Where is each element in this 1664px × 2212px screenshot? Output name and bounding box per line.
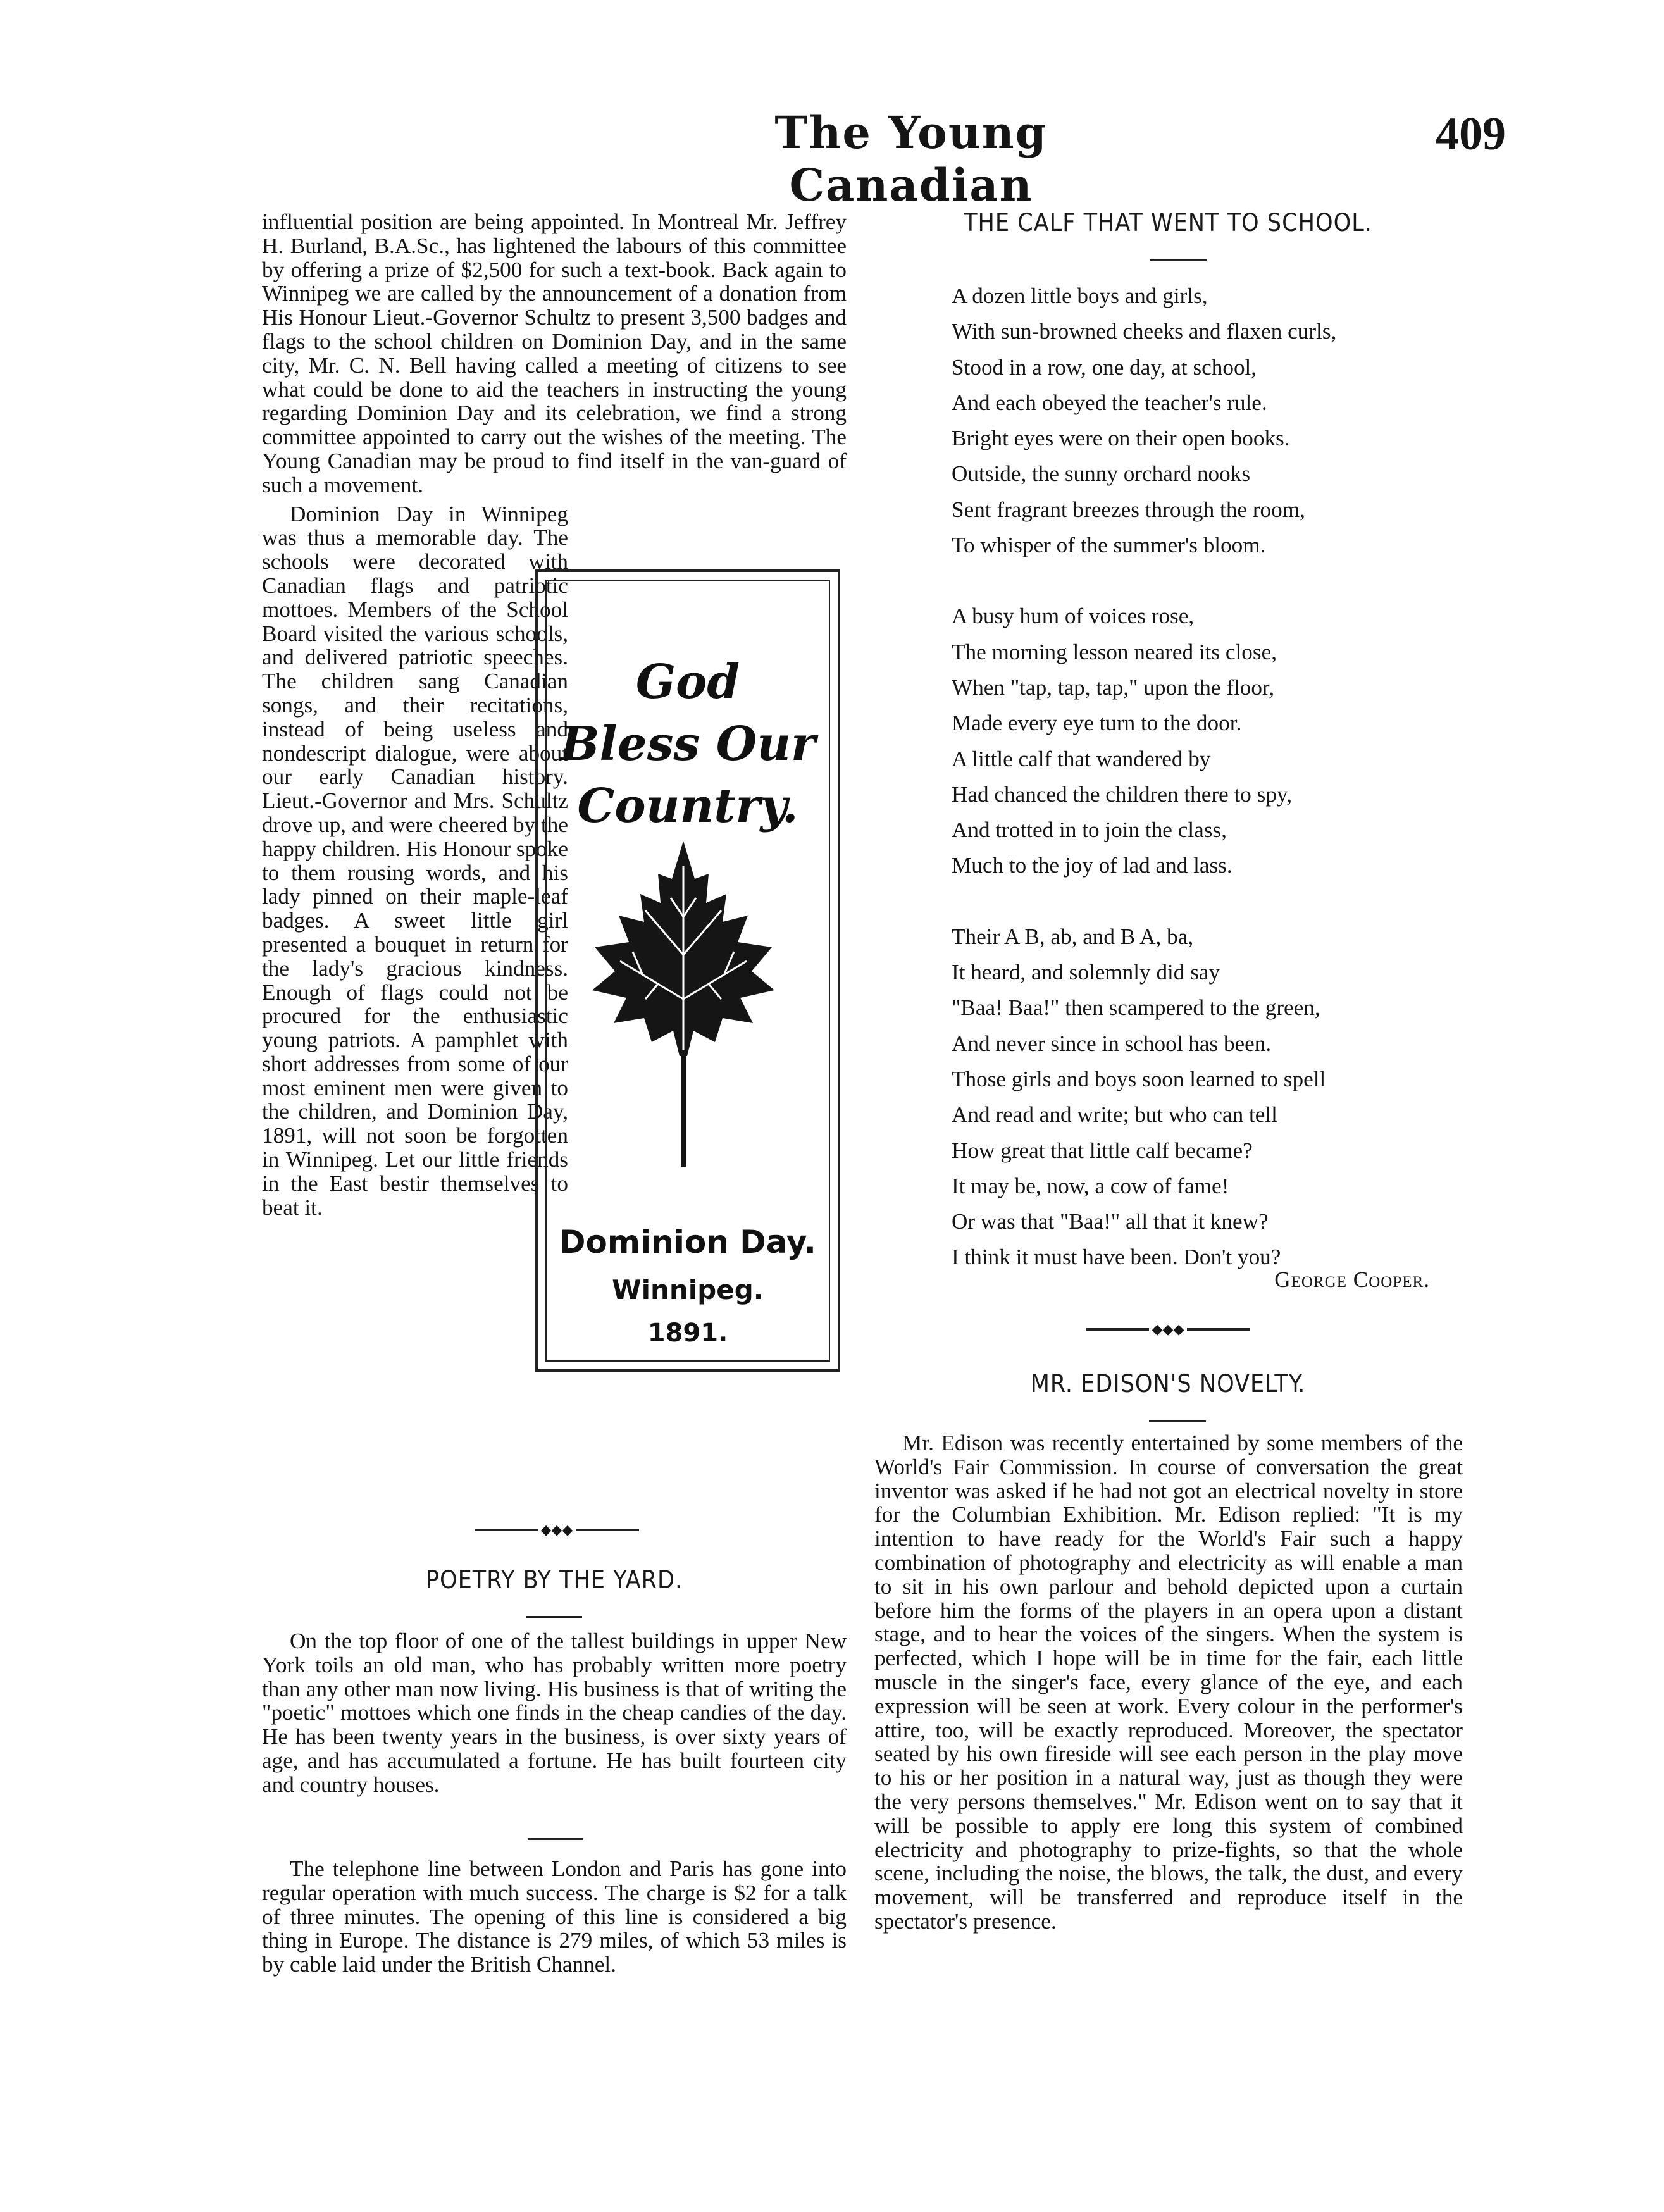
paragraph-rule: [528, 1838, 583, 1840]
motto-line: Country.: [577, 779, 798, 833]
poem-line: A little calf that wandered by: [952, 746, 1211, 771]
poem-line: Much to the joy of lad and lass.: [952, 853, 1232, 878]
edison-article: [874, 1431, 1463, 1934]
maple-leaf-icon: [582, 841, 785, 1170]
poem-line: Made every eye turn to the door.: [952, 711, 1242, 736]
poem-line: The morning lesson neared its close,: [952, 639, 1277, 664]
heading-rule: [1150, 259, 1207, 261]
dominion-day-illustration: [535, 569, 840, 1372]
poem-body: [952, 278, 1458, 1276]
ornament-rule: [475, 1529, 538, 1531]
ornament-diamonds: ◆◆◆: [540, 1522, 573, 1538]
poem-line: Those girls and boys soon learned to spell: [952, 1066, 1326, 1091]
poem-line: And trotted in to join the class,: [952, 817, 1227, 843]
section-ornament: [475, 1523, 639, 1537]
poetry-article: [262, 1629, 847, 1797]
poem-line: A dozen little boys and girls,: [952, 283, 1208, 308]
heading-rule: [1149, 1420, 1206, 1422]
poem-line: Had chanced the children there to spy,: [952, 781, 1293, 807]
poem-line: A busy hum of voices rose,: [952, 604, 1195, 629]
poem-line: Sent fragrant breezes through the room,: [952, 497, 1305, 522]
ornament-rule: [1086, 1328, 1149, 1331]
section-ornament: [1086, 1322, 1250, 1336]
poem-line: Their A B, ab, and B A, ba,: [952, 924, 1194, 949]
motto-line: God: [635, 655, 740, 709]
poem-line: When "tap, tap, tap," upon the floor,: [952, 674, 1275, 700]
page-number: 409: [1436, 108, 1506, 160]
motto-line: Bless Our: [559, 717, 816, 771]
poem-stanza: [952, 278, 1458, 563]
section-heading: POETRY BY THE YARD.: [425, 1566, 683, 1594]
poem-line: Or was that "Baa!" all that it knew?: [952, 1209, 1269, 1234]
poetry-paragraph: On the top floor of one of the tallest buildings in upper New York toils an old man, who has probably written more poetry than any other man now living. His business is that of writing the "poetic" mottoes which one finds in the cheap candies of the day. He has been twenty years in the business, is over sixty years of age, and has accumulated a fortune. He has built fourteen city and country houses.: [262, 1629, 847, 1797]
heading-rule: [526, 1616, 582, 1618]
poem-stanza: [952, 919, 1458, 1276]
ornament-diamonds: ◆◆◆: [1152, 1321, 1184, 1337]
poem-line: It heard, and solemnly did say: [952, 960, 1220, 985]
poem-line: I think it must have been. Don't you?: [952, 1245, 1281, 1270]
poem-title: THE CALF THAT WENT TO SCHOOL.: [964, 209, 1372, 237]
running-head-title: The Young Canadian: [774, 106, 1048, 211]
city-label: Winnipeg.: [612, 1274, 764, 1305]
caption: Dominion Day.: [559, 1224, 816, 1260]
poem-line: Outside, the sunny orchard nooks: [952, 461, 1251, 487]
poem-line: Stood in a row, one day, at school,: [952, 354, 1257, 380]
telephone-paragraph: The telephone line between London and Paris has gone into regular operation with much success. The charge is $2 for a talk of three minutes. The opening of this line is considered a big thing in Europe. The distance is 279 miles, of which 53 miles is by cable laid under the British Channel.: [262, 1856, 847, 1977]
motto: [544, 651, 831, 837]
poem-line: How great that little calf became?: [952, 1138, 1253, 1163]
poem-line: And never since in school has been.: [952, 1031, 1272, 1056]
poem-line: And each obeyed the teacher's rule.: [952, 390, 1267, 415]
dominion-day-paragraph: Dominion Day in Winnipeg was thus a memorable day. The schools were decorated with Canadian flags and patriotic mottoes. Members of the School Board visited the various schools, and delivered patriotic speeches. The children sang Canadian songs, and their recitations, instead of being useless and nondescript dialogue, were about our early Canadian history. Lieut.-Governor and Mrs. Schultz drove up, and were cheered by the happy children. His Honour spoke to them rousing words, and his lady pinned on their maple-leaf badges. A sweet little girl presented a bouquet in return for the lady's gracious kindness. Enough of flags could not be procured for the enthusiastic young patriots. A pamphlet with short addresses from some of our most eminent men were given to the children, and Dominion Day, 1891, will not soon be forgotten in Winnipeg. Let our little friends in the East bestir themselves to beat it.: [262, 501, 568, 1220]
edison-paragraph: Mr. Edison was recently entertained by some members of the World's Fair Commission. In course of conversation the great inventor was asked if he had not got an electrical novelty in store for the Columbian Exhibition. Mr. Edison replied: "It is my intention to have ready for the World's Fair such a happy combination of photography and electricity as will enable a man to sit in his own parlour and behold depicted upon a curtain before him the forms of the players in an opera upon a distant stage, and to hear the voices of the singers. When the system is perfected, which I hope will be in time for the fair, each little muscle in the singer's face, every glance of the eye, and each expression will be seen at work. Every colour in the performer's attire, too, will be exactly reproduced. Moreover, the spectator seated by his own fireside will see each person in the play move to his or her position in a natural way, just as though they were the very persons themselves." Mr. Edison went on to say that it will be possible to apply ere long this system of combined electricity and photography to prize-fights, so that the whole scene, including the noise, the blows, the talk, the dust, and every movement, will be transferred and reproduce itself in the spectator's presence.: [874, 1431, 1463, 1934]
ornament-rule: [1187, 1328, 1250, 1331]
poem-line: Bright eyes were on their open books.: [952, 426, 1290, 451]
year-label: 1891.: [647, 1319, 728, 1348]
poem-line: It may be, now, a cow of fame!: [952, 1173, 1229, 1198]
poem-line: "Baa! Baa!" then scampered to the green,: [952, 995, 1320, 1021]
poem-line: With sun-browned cheeks and flaxen curls,: [952, 319, 1337, 344]
section-heading: MR. EDISON'S NOVELTY.: [1030, 1370, 1306, 1398]
poem-line: To whisper of the summer's bloom.: [952, 533, 1266, 558]
poem-stanza: [952, 599, 1458, 883]
intro-paragraph: influential position are being appointed. In Montreal Mr. Jeffrey H. Burland, B.A.Sc., has lightened the labours of this committee by offering a prize of $2,500 for such a text-book. Back again to Winnipeg we are called by the announcement of a donation from His Honour Lieut.-Governor Schultz to present 3,500 badges and flags to the school children on Dominion Day, and in the same city, Mr. C. N. Bell having called a meeting of citizens to see what could be done to aid the teachers in instructing the young regarding Dominion Day and its celebration, we find a strong committee appointed to carry out the wishes of the meeting. The Young Canadian may be proud to find itself in the van-guard of such a movement.: [262, 209, 847, 497]
ornament-rule: [576, 1529, 639, 1531]
poem-author: George Cooper.: [1274, 1267, 1430, 1292]
poem-line: And read and write; but who can tell: [952, 1102, 1277, 1128]
telephone-article: [262, 1857, 847, 1977]
